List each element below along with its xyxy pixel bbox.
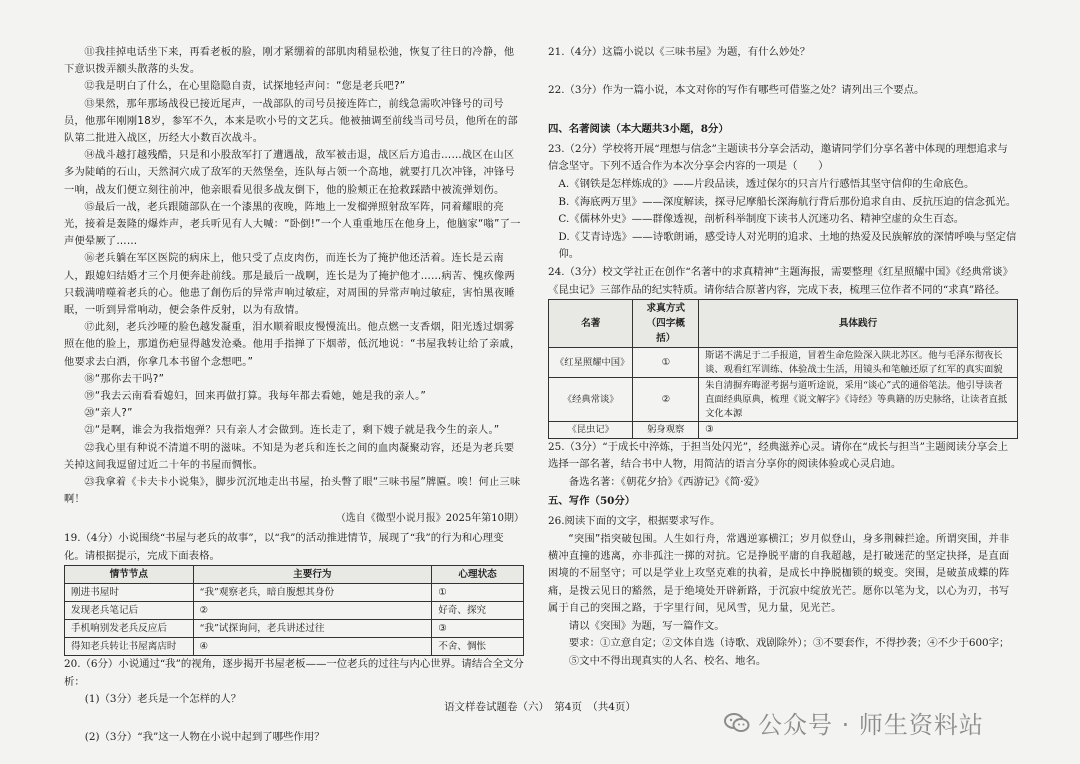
- table-cell: ④: [193, 638, 432, 656]
- question-19: 19.（4分）小说围绕“书屋与老兵的故事”，以“我”的活动推进情节，展现了“我”的行为和心理变化。请根据提示，完成下面表格。: [64, 532, 504, 562]
- story-text: [64, 44, 524, 508]
- table-cell: 得知老兵转让书屋离店时: [65, 638, 194, 656]
- table-header-row: [65, 566, 524, 584]
- essay-prompt: 请以《突围》为题，写一篇作文。: [568, 619, 725, 632]
- option-c: C.《儒林外史》——群像透视，剖析科举制度下读书人沉迷功名、精神空虚的众生百态。: [558, 213, 965, 226]
- section-5-heading: 五、写作（50分）: [548, 495, 636, 508]
- table-row: [65, 584, 524, 602]
- table-q19: [64, 565, 524, 656]
- story-paragraph: ⑬果然，那年那场战役已接近尾声，一战部队的司号员接连阵亡，前线急需吹冲锋号的司号员，他那年刚刚18岁，参军不久，本来是吹小号的文艺兵。他被抽调至前线当司号员，他所在的部队第二批进入战区，历经大小数百次战斗。: [64, 98, 519, 145]
- question-20: 20.（6分）小说通过“我”的视角，逐步揭开书屋老板——一位老兵的过往与内心世界。请结合全文分析：: [64, 658, 524, 688]
- story-paragraph: ⑭战斗越打越残酷，只是和小股敌军打了遭遇战，敌军被击退，战区后方追击……战区在山区多为陡峭的石山，天然洞穴成了敌军的天然堡垒，连队每占领一个高地，就要打几次冲锋，冲锋号一响，战友们便立刻往前冲，他亲眼看见很多战友倒下，他的脸颊正在抢救踩踏中被流弹划伤。: [64, 150, 515, 196]
- table-row: [549, 422, 1018, 439]
- story-paragraph: ⑰此刻，老兵沙哑的脸色越发凝重，泪水顺着眼皮慢慢流出。他点燃一支香烟，阳光透过烟雾照在他的脸上，那道伤疤显得越发沧桑。他用手指掸了下烟蒂，低沉地说：“书屋我转让给了亲戚，他要求去白酒，你拿几本书留个念想吧。”: [64, 322, 521, 368]
- table-row: [65, 638, 524, 656]
- table-cell: 《红星照耀中国》: [549, 348, 633, 378]
- table-header: 主要行为: [193, 566, 432, 584]
- table-cell: 《经典常谈》: [549, 378, 633, 422]
- table-cell: ③: [699, 422, 1018, 439]
- table-header: 求真方式（四字概括）: [633, 300, 699, 348]
- table-cell: “我”观察老兵，暗自腹想其身份: [193, 584, 432, 602]
- question-21: 21.（4分）这篇小说以《三味书屋》为题，有什么妙处？: [548, 46, 811, 58]
- table-cell: 刚进书屋时: [65, 584, 194, 602]
- question-24: 24.（3分）校文学社正在创作“名著中的求真精神”主题海报，需要整理《红星照耀中国》《经典常谈》《昆虫记》三部作品的纪实特质。请你结合原著内容，完成下表，梳理三位作者不同的“求真”路径。: [548, 265, 1013, 296]
- wechat-icon: [724, 712, 750, 734]
- answer-space: [548, 62, 1018, 82]
- option-d: D.《艾青诗选》——诗歌朗诵，感受诗人对光明的追求、土地的热爱及民族解放的深情呼唤与坚定信仰。: [558, 230, 1017, 261]
- table-cell: 不舍、惆怅: [432, 638, 524, 656]
- table-cell: “我”试探询问，老兵讲述过往: [193, 620, 432, 638]
- story-paragraph: ⑳“亲人?”: [84, 408, 133, 420]
- table-cell: 好奇、探究: [432, 602, 524, 620]
- question-25-options: 备选名著：《朝花夕拾》《西游记》《简·爱》: [568, 475, 765, 488]
- story-paragraph: ⑫我是明白了什么，在心里隐隐自责，试探地轻声问：“您是老兵吧?”: [84, 81, 406, 93]
- page-footer: 语文样卷试题卷（六） 第4页 （共4页）: [444, 701, 636, 713]
- story-paragraph: ㉓我拿着《卡夫卡小说集》，脚步沉沉地走出书屋，抬头瞥了眼“三味书屋”牌匾。唉！何止三味啊！: [64, 477, 521, 506]
- question-22: 22.（3分）作为一篇小说，本文对你的写作有哪些可借鉴之处？请列出三个要点。: [548, 83, 925, 96]
- table-header: 具体践行: [699, 300, 1018, 348]
- table-header: 情节节点: [65, 566, 194, 584]
- table-q24: [548, 299, 1018, 439]
- story-paragraph: ⑱“那你去干吗?”: [84, 373, 165, 385]
- table-row: [65, 602, 524, 620]
- table-header-row: [549, 300, 1018, 348]
- left-column: [64, 44, 524, 747]
- question-26: 26.阅读下面的文字，根据要求写作。: [548, 515, 721, 528]
- story-paragraph: ⑮最后一战，老兵跟随部队在一个漆黑的夜晚，阵地上一发榴弹照射敌军阵，同着耀眼的亮光，接着是轰隆的爆炸声，老兵听见有人大喊：“卧倒!”一个人重重地压在他身上，他脑家“嗡”了一声便晕厥了……: [64, 201, 521, 248]
- essay-requirements: 要求：①立意自定；②文体自选（诗歌、戏剧除外）；③不要套作，不得抄袭；④不少于600字；⑤文中不得出现真实的人名、校名、地名。: [568, 637, 1010, 667]
- question-23: 23.（2分）学校将开展“理想与信念”主题读书分享会活动，邀请同学们分享名著中体现的理想追求与信念坚守。下列不适合作为本次分享会内容的一项是（ ）: [548, 142, 1008, 173]
- table-cell: 发现老兵笔记后: [65, 602, 194, 620]
- story-paragraph: ⑲“我去云南看看媳妇，回来再做打算。我每年都去看她，她是我的亲人。”: [84, 391, 427, 403]
- story-paragraph: ㉑“是啊，谁会为我指炮弹？只有亲人才会做到。连长走了，剩下嫂子就是我今生的亲人。”: [84, 425, 500, 437]
- table-row: [549, 378, 1018, 422]
- table-cell: 斯诺不满足于二手报道，冒着生命危险深入陕北苏区。他与毛泽东彻夜长谈、观看红军训练、体验战士生活，用镜头和笔触还原了红军的真实面貌: [699, 348, 1018, 378]
- question-20-1: (1)（3分）老兵是一个怎样的人？: [84, 693, 242, 706]
- table-cell: ①: [432, 584, 524, 602]
- option-b: B.《海底两万里》——深度解读，探寻尼摩船长深海航行背后那份追求自由、反抗压迫的信念孤光。: [558, 195, 1017, 208]
- question-25: 25.（3分）“于成长中淬炼，于担当处闪光”，经典滋养心灵。请你在“成长与担当”主题阅读分享会上选择一部名著，结合书中人物，用简洁的语言分享你的阅读体验或心灵启迪。: [548, 440, 1009, 471]
- table-cell: 朱自清摒弃晦涩考据与道听途说，采用“谈心”式的通俗笔法。他引导读者直面经典原典，梳理《说文解字》《诗经》等典籍的历史脉络，让读者直抵文化本源: [699, 378, 1018, 422]
- table-header: 心理状态: [432, 566, 524, 584]
- right-column: [548, 44, 1018, 670]
- question-20-2: (2)（3分）“我”这一人物在小说中起到了哪些作用？: [84, 731, 325, 744]
- story-source: （选自《微型小说月报》2025年第10期）: [335, 513, 524, 525]
- watermark-text: 公众号 · 师生资料站: [758, 711, 984, 739]
- story-paragraph: ⑯老兵躺在军区医院的病床上，他只受了点皮肉伤，而连长为了掩护他还活着。连长是云南人，跟媳妇结婚才三个月便奔赴前线。那是最后一战啊，连长是为了掩护他才……病苦、愧疚像两只载满啃噬着老兵的心。他患了創伤后的异常声响过敏症，对周围的异常声响过敏症，害怕黑夜睡眠，一听到异常响动，便会条件反射，以为有敌情。: [64, 253, 515, 317]
- table-row: [549, 348, 1018, 378]
- essay-material-text: “突围”指突破包围。人生如行舟，常遇逆寡横江；岁月似登山，身多荆棘拦途。所谓突围，并非横冲直撞的逃离，亦非孤注一掷的对抗。它是挣脱平庸的自我超越，是打破迷茫的坚定抉择，是直面困境的不屈坚守；可以是学业上攻坚克难的执着，是成长中挣脱枷锁的蜕变。突围，是破茧成蝶的阵痛，是拨云见日的豁然，是于绝境处开辟新路，于沉寂中绽放光芒。愿你以笔为戈，以心为刃，书写属于自己的突围之路，于字里行间，见风雪，见力量，见光芒。: [548, 533, 1010, 615]
- essay-material: [548, 531, 1018, 618]
- table-header: 名著: [549, 300, 633, 348]
- section-4-heading: 四、名著阅读（本大题共3小题，8分）: [548, 123, 729, 136]
- answer-space: [548, 99, 1018, 119]
- table-row: [65, 620, 524, 638]
- story-paragraph: ⑪我挂掉电话坐下来，再看老板的脸，刚才紧绷着的部肌肉稍显松弛，恢复了往日的冷静，他下意识拨弄额头散落的头发。: [64, 47, 515, 76]
- table-cell: ②: [633, 378, 699, 422]
- watermark: [724, 705, 984, 740]
- table-cell: 《昆虫记》: [549, 422, 633, 439]
- table-cell: ②: [193, 602, 432, 620]
- story-paragraph: ㉒我心里有种说不清道不明的滋味。不知是为老兵和连长之间的血肉凝聚动容，还是为老兵要关掉这间我逗留过近二十年的书屋而惆怅。: [64, 442, 515, 471]
- table-cell: 躬身观察: [633, 422, 699, 439]
- table-cell: ③: [432, 620, 524, 638]
- table-cell: 手机响别发老兵反应后: [65, 620, 194, 638]
- table-cell: ①: [633, 348, 699, 378]
- option-a: A.《钢铁是怎样炼成的》——片段品读，透过保尔的只言片行感悟其坚守信仰的生命底色。: [558, 177, 975, 190]
